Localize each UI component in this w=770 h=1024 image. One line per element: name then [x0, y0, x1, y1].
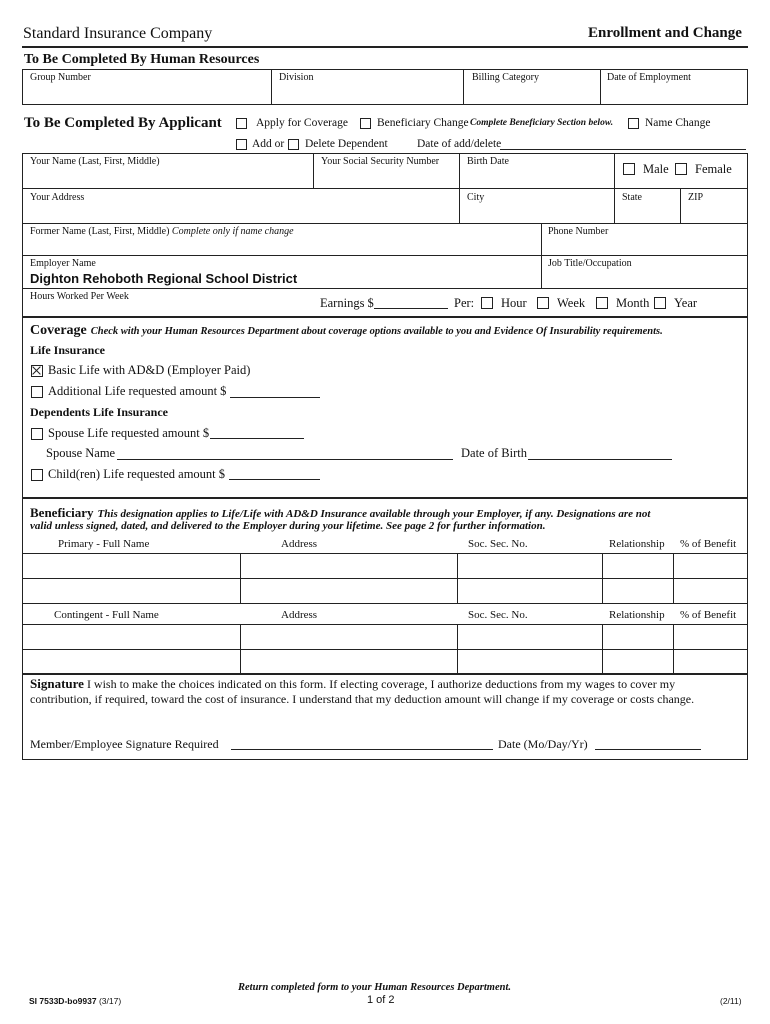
beneficiary-note-line2: valid unless signed, dated, and delivered to the Employer during your lifetime. See page 2 for further information. — [30, 520, 546, 532]
delete-dependent-checkbox[interactable] — [288, 139, 299, 150]
divider — [457, 624, 458, 674]
billing-category-field[interactable]: Billing Category — [472, 72, 539, 83]
header-rule — [22, 46, 748, 48]
group-number-field[interactable]: Group Number — [30, 72, 91, 83]
delete-dependent-label: Delete Dependent — [305, 138, 388, 150]
birth-date-field[interactable]: Birth Date — [467, 156, 509, 167]
beneficiary-change-checkbox[interactable] — [360, 118, 371, 129]
city-field[interactable]: City — [467, 192, 485, 203]
male-checkbox[interactable] — [623, 163, 635, 175]
primary-col-ssn: Soc. Sec. No. — [468, 538, 528, 550]
spouse-life-checkbox[interactable] — [31, 428, 43, 440]
return-note: Return completed form to your Human Resources Department. — [238, 982, 512, 993]
form-title: Enrollment and Change — [588, 25, 742, 41]
apply-for-coverage-checkbox[interactable] — [236, 118, 247, 129]
beneficiary-note-line1: This designation applies to Life/Life with AD&D Insurance available through your Employer, if any. Designations are not — [97, 508, 651, 520]
life-insurance-heading: Life Insurance — [30, 343, 105, 357]
divider — [602, 624, 603, 674]
spouse-dob-field[interactable] — [528, 459, 672, 460]
divider — [600, 69, 601, 105]
spouse-dob-label: Date of Birth — [461, 446, 527, 460]
primary-col-name: Primary - Full Name — [58, 538, 150, 550]
divider — [22, 188, 748, 189]
children-life-checkbox[interactable] — [31, 469, 43, 481]
coverage-heading: Coverage — [30, 323, 87, 338]
year-checkbox[interactable] — [654, 297, 666, 309]
week-checkbox[interactable] — [537, 297, 549, 309]
spouse-name-label: Spouse Name — [46, 446, 116, 460]
signature-heading: Signature — [30, 676, 84, 691]
hours-worked-field[interactable]: Hours Worked Per Week — [30, 291, 129, 302]
divider — [271, 69, 272, 105]
primary-col-address: Address — [281, 538, 318, 550]
hour-checkbox[interactable] — [481, 297, 493, 309]
additional-life-checkbox[interactable] — [31, 386, 43, 398]
employer-name-value[interactable]: Dighton Rehoboth Regional School District — [30, 271, 298, 286]
dependents-life-heading: Dependents Life Insurance — [30, 405, 169, 419]
contingent-col-relationship: Relationship — [609, 609, 665, 621]
divider — [22, 223, 748, 224]
divider — [463, 69, 464, 105]
primary-name-cell[interactable] — [23, 579, 240, 603]
signature-date-label: Date (Mo/Day/Yr) — [498, 737, 588, 751]
primary-col-percent: % of Benefit — [680, 538, 737, 550]
divider — [680, 188, 681, 223]
earnings-label: Earnings $ — [320, 296, 374, 310]
additional-life-amount-field[interactable] — [230, 397, 320, 398]
signature-date-field[interactable] — [595, 749, 701, 750]
spouse-life-amount-field[interactable] — [210, 438, 304, 439]
employer-name-label: Employer Name — [30, 258, 96, 269]
divider — [240, 624, 241, 674]
page-number: 1 of 2 — [367, 994, 395, 1006]
female-checkbox[interactable] — [675, 163, 687, 175]
contingent-col-address: Address — [281, 609, 318, 621]
divider — [457, 553, 458, 603]
ssn-field[interactable]: Your Social Security Number — [321, 156, 440, 167]
add-dependent-checkbox[interactable] — [236, 139, 247, 150]
hr-section-heading: To Be Completed By Human Resources — [24, 52, 260, 67]
divider — [459, 153, 460, 223]
signature-heading-row — [30, 676, 675, 692]
divider — [240, 553, 241, 603]
divider — [22, 603, 748, 604]
division-field[interactable]: Division — [279, 72, 314, 83]
year-label: Year — [674, 296, 698, 310]
former-name-note: Complete only if name change — [171, 226, 294, 237]
revision-date: (2/11) — [720, 996, 742, 1006]
spouse-name-field[interactable] — [117, 459, 453, 460]
apply-for-coverage-label: Apply for Coverage — [256, 117, 348, 129]
per-label: Per: — [454, 296, 475, 310]
contingent-name-cell[interactable] — [23, 650, 240, 674]
earnings-field[interactable] — [374, 308, 448, 309]
beneficiary-heading: Beneficiary — [30, 505, 94, 520]
divider — [614, 153, 615, 223]
date-of-employment-field[interactable]: Date of Employment — [607, 72, 691, 83]
contingent-col-name: Contingent - Full Name — [54, 609, 159, 621]
divider — [602, 553, 603, 603]
basic-life-checkbox[interactable] — [31, 365, 43, 377]
primary-name-cell[interactable] — [23, 554, 240, 578]
name-change-label: Name Change — [645, 117, 711, 129]
former-name-label: Former Name (Last, First, Middle) — [30, 226, 170, 237]
divider — [22, 288, 748, 289]
month-checkbox[interactable] — [596, 297, 608, 309]
divider — [673, 624, 674, 674]
company-name: Standard Insurance Company — [23, 25, 213, 42]
divider — [673, 553, 674, 603]
spouse-life-label: Spouse Life requested amount $ — [48, 426, 210, 440]
applicant-section-heading: To Be Completed By Applicant — [24, 115, 222, 131]
coverage-note: Check with your Human Resources Department about coverage options available to you and Evidence Of Insurability requirements. — [90, 326, 663, 337]
contingent-col-ssn: Soc. Sec. No. — [468, 609, 528, 621]
beneficiary-change-label: Beneficiary Change — [377, 117, 469, 129]
month-label: Month — [616, 296, 650, 310]
coverage-heading-row — [30, 321, 663, 339]
former-name-field[interactable] — [30, 226, 294, 237]
contingent-col-percent: % of Benefit — [680, 609, 737, 621]
your-name-field[interactable]: Your Name (Last, First, Middle) — [30, 156, 160, 167]
member-signature-field[interactable] — [231, 749, 493, 750]
form-revision: (3/17) — [98, 996, 122, 1006]
name-change-checkbox[interactable] — [628, 118, 639, 129]
basic-life-label: Basic Life with AD&D (Employer Paid) — [48, 363, 251, 377]
female-label: Female — [695, 162, 732, 176]
divider — [22, 255, 748, 256]
hour-label: Hour — [501, 296, 527, 310]
date-add-delete-field[interactable] — [500, 149, 746, 150]
primary-col-relationship: Relationship — [609, 538, 665, 550]
children-life-amount-field[interactable] — [229, 479, 320, 480]
divider — [313, 153, 314, 188]
job-title-field[interactable]: Job Title/Occupation — [548, 258, 632, 269]
week-label: Week — [557, 296, 586, 310]
zip-field[interactable]: ZIP — [688, 192, 703, 203]
beneficiary-change-note: Complete Beneficiary Section below. — [470, 118, 614, 128]
contingent-name-cell[interactable] — [23, 625, 240, 649]
member-signature-label: Member/Employee Signature Required — [30, 737, 219, 751]
add-or-label: Add or — [252, 138, 285, 150]
children-life-label: Child(ren) Life requested amount $ — [48, 467, 226, 481]
date-add-delete-label: Date of add/delete — [417, 138, 502, 150]
phone-number-field[interactable]: Phone Number — [548, 226, 609, 237]
form-number: SI 7533D-bo9937 — [29, 996, 97, 1006]
signature-text-line1: I wish to make the choices indicated on this form. If electing coverage, I authorize deductions from my wages to cover my — [86, 677, 676, 691]
your-address-field[interactable]: Your Address — [30, 192, 85, 203]
form-id — [29, 996, 121, 1006]
signature-text-line2: contribution, if required, toward the cost of insurance. I understand that my deduction amount will change if my coverage or costs change. — [30, 692, 695, 706]
divider — [541, 223, 542, 288]
additional-life-label: Additional Life requested amount $ — [48, 384, 227, 398]
male-label: Male — [643, 162, 669, 176]
state-field[interactable]: State — [622, 192, 642, 203]
